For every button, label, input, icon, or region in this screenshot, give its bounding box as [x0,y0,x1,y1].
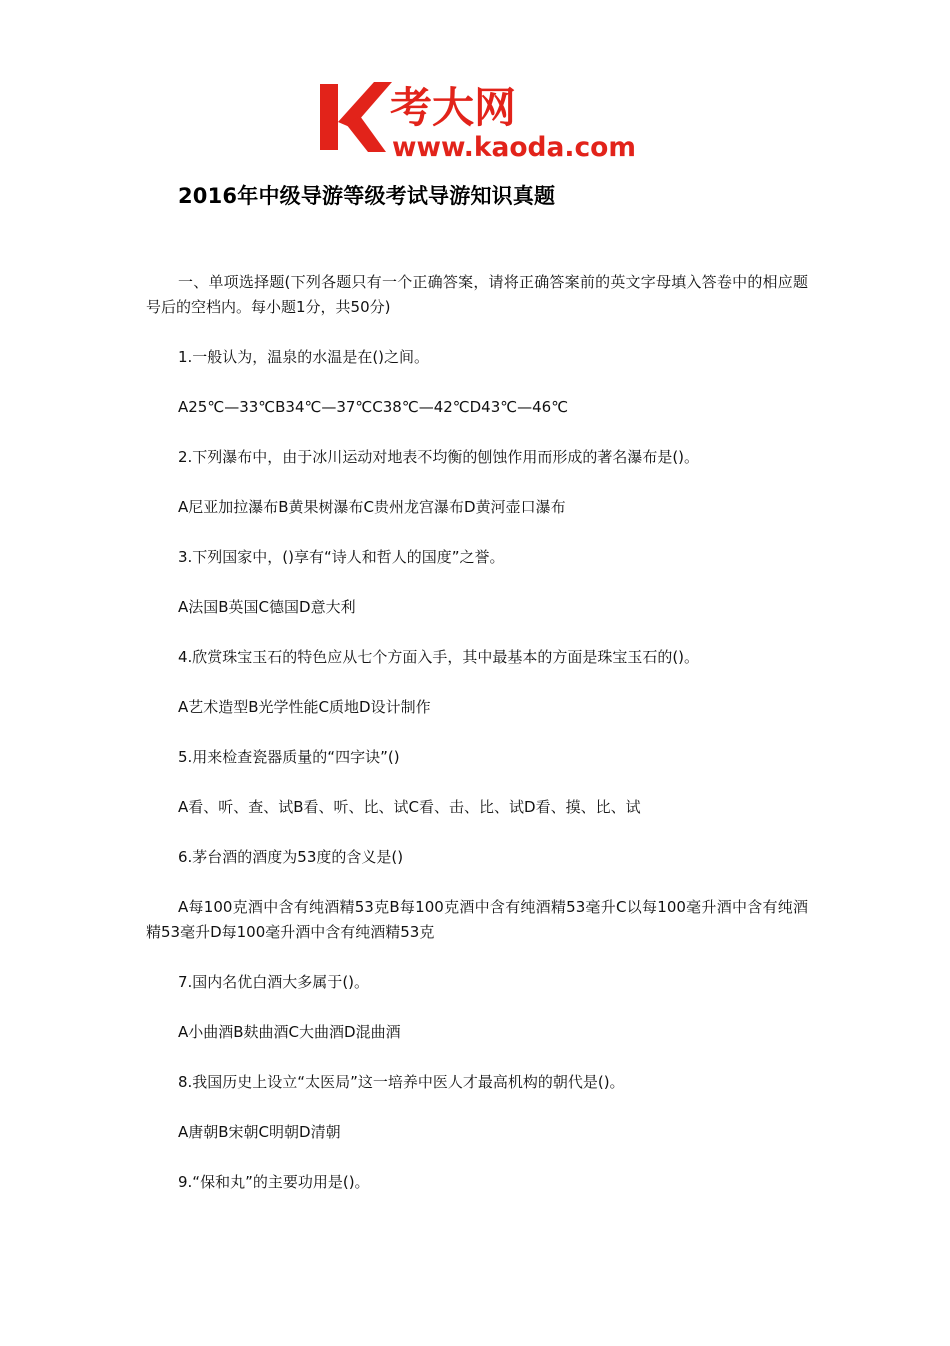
question-9: 9.“保和丸”的主要功用是()。 [178,1173,370,1191]
logo-cn-text: 考大网 [390,83,517,132]
question-4: 4.欣赏珠宝玉石的特色应从七个方面入手，其中最基本的方面是珠宝玉石的()。 [178,648,700,666]
question-6: 6.茅台酒的酒度为53度的含义是() [178,848,404,866]
question-2: 2.下列瀑布中，由于冰川运动对地表不均衡的刨蚀作用而形成的著名瀑布是()。 [178,448,700,466]
question-7: 7.国内名优白酒大多属于()。 [178,973,370,991]
document-body [146,270,808,1195]
options-7: A小曲酒B麸曲酒C大曲酒D混曲酒 [178,1023,401,1041]
k-logo-icon [316,78,640,160]
options-4: A艺术造型B光学性能C质地D设计制作 [178,698,431,716]
options-3: A法国B英国C德国D意大利 [178,598,356,616]
site-logo[interactable] [316,78,640,160]
question-1: 1.一般认为，温泉的水温是在()之间。 [178,348,430,366]
options-6: A每100克酒中含有纯酒精53克B每100克酒中含有纯酒精53毫升C以每100毫升酒中含有纯酒精53毫升D每100毫升酒中含有纯酒精53克 [146,898,808,941]
options-5: A看、听、查、试B看、听、比、试C看、击、比、试D看、摸、比、试 [178,798,641,816]
options-2: A尼亚加拉瀑布B黄果树瀑布C贵州龙宫瀑布D黄河壶口瀑布 [178,498,566,516]
question-3: 3.下列国家中，()享有“诗人和哲人的国度”之誉。 [178,548,505,566]
question-8: 8.我国历史上设立“太医局”这一培养中医人才最高机构的朝代是()。 [178,1073,625,1091]
logo-url-text: www.kaoda.com [392,132,636,160]
page-title: 2016年中级导游等级考试导游知识真题 [178,184,556,208]
section-instructions: 一、单项选择题(下列各题只有一个正确答案，请将正确答案前的英文字母填入答卷中的相应题号后的空档内。每小题1分，共50分) [146,273,808,316]
options-1: A25℃—33℃B34℃—37℃C38℃—42℃D43℃—46℃ [178,398,569,416]
options-8: A唐朝B宋朝C明朝D清朝 [178,1123,341,1141]
question-5: 5.用来检查瓷器质量的“四字诀”() [178,748,400,766]
